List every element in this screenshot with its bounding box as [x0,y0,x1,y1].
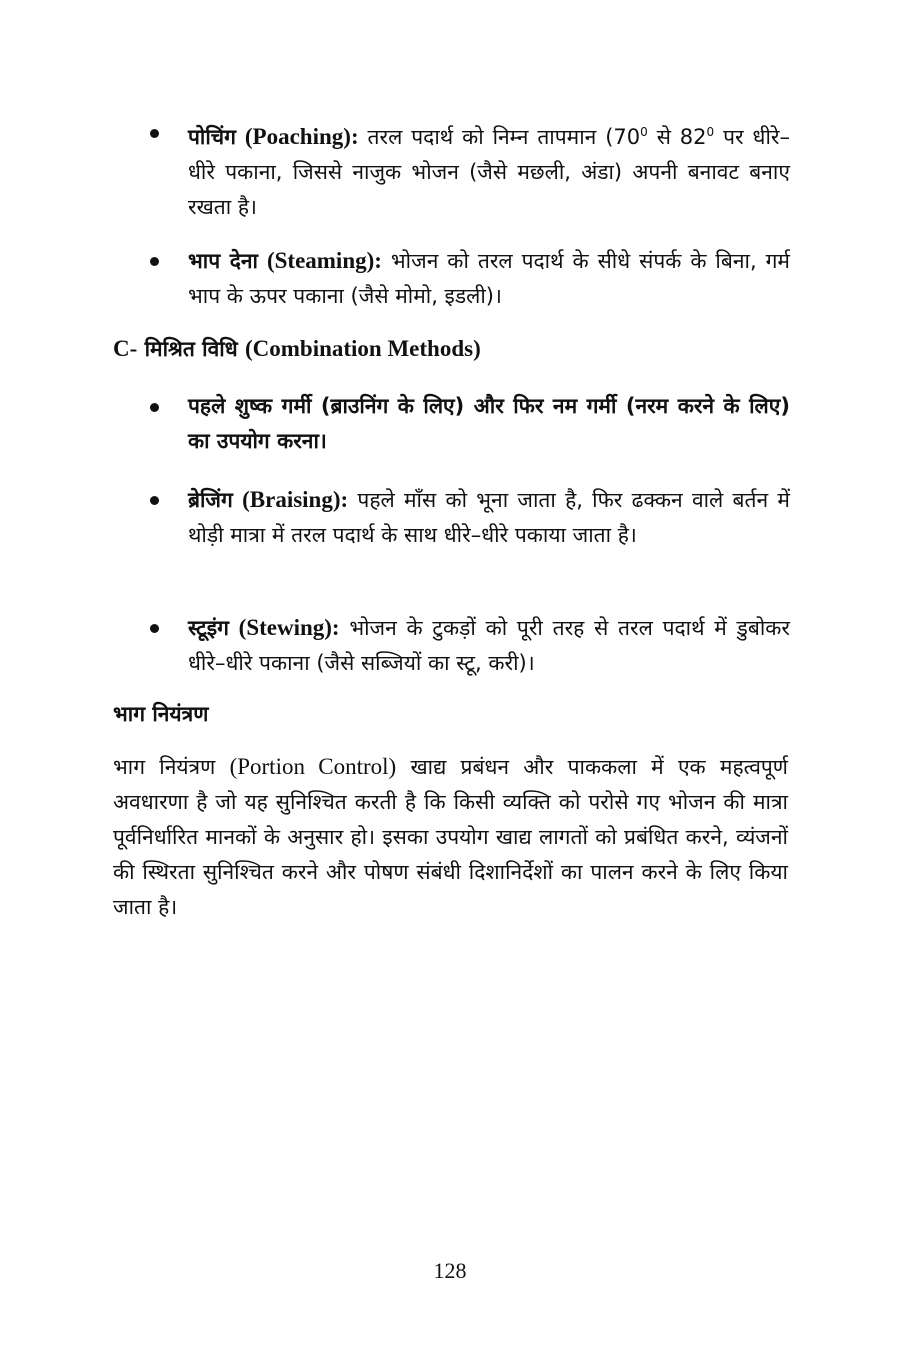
term-english: (Stewing): [238,615,340,640]
list-item-text [188,482,790,553]
list-item-text: पहले शुष्क गर्मी (ब्राउनिंग के लिए) और फिर नम गर्मी (नरम करने के लिए) का उपयोग करना। [188,394,790,453]
bullet-icon [150,257,159,266]
body-text: तरल पदार्थ को निम्न तापमान (70 [358,125,641,149]
section-prefix: C- [113,336,138,361]
term-label: स्टूइंग [188,616,229,640]
term-english: (Poaching): [244,124,359,149]
term-label: पोचिंग [188,125,236,149]
bullet-icon [150,496,159,505]
body-text: भाग नियंत्रण [113,755,230,779]
section-title-english: (Combination Methods) [244,336,481,361]
term-english: (Steaming): [266,248,382,273]
section-title: मिश्रित विधि [137,337,245,361]
body-text: भोजन को तरल पदार्थ के सीधे संपर्क के बिना, गर्म भाप के ऊपर पकाना (जैसे मोमो, इडली)। [188,249,790,308]
body-text-english: (Portion Control) [229,754,397,779]
bullet-icon [150,403,159,412]
superscript: 0 [640,125,648,139]
list-item-text [188,610,790,681]
term-label: ब्रेजिंग [188,488,233,512]
body-text: भोजन के टुकड़ों को पूरी तरह से तरल पदार्थ में डुबोकर धीरे–धीरे पकाना (जैसे सब्जियों का स्टू, करी)। [188,616,790,675]
page-number: 128 [433,1258,467,1283]
body-text: खाद्य प्रबंधन और पाककला में एक महत्वपूर्ण अवधारणा है जो यह सुनिश्चित करती है कि किसी व्यक्ति को परोसे गए भोजन की मात्रा पूर्वनिर्धारित मानकों के अनुसार हो। इसका उपयोग खाद्य लागतों को प्रबंधित करने, व्यंजनों की स्थिरता सुनिश्चित करने और पोषण संबंधी दिशानिर्देशों का पालन करने के लिए किया जाता है। [113,755,788,919]
section-heading-portion: भाग नियंत्रण [113,702,209,726]
body-text: पहले माँस को भूना जाता है, फिर ढक्कन वाले बर्तन में थोड़ी मात्रा में तरल पदार्थ के साथ धीरे–धीरे पकाया जाता है। [188,488,790,547]
term-label: भाप देना [188,249,258,273]
list-item-text [188,115,790,225]
bullet-icon [150,129,159,138]
bullet-icon [150,624,159,633]
body-text: पर धीरे–धीरे पकाना, जिससे नाजुक भोजन (जैसे मछली, अंडा) अपनी बनावट बनाए रखता है। [188,125,790,219]
superscript: 0 [706,125,715,139]
term-english: (Braising): [242,487,349,512]
body-text: से 82 [647,125,707,149]
section-heading-combination [113,331,481,367]
portion-paragraph [113,749,788,925]
list-item-text [188,243,790,314]
